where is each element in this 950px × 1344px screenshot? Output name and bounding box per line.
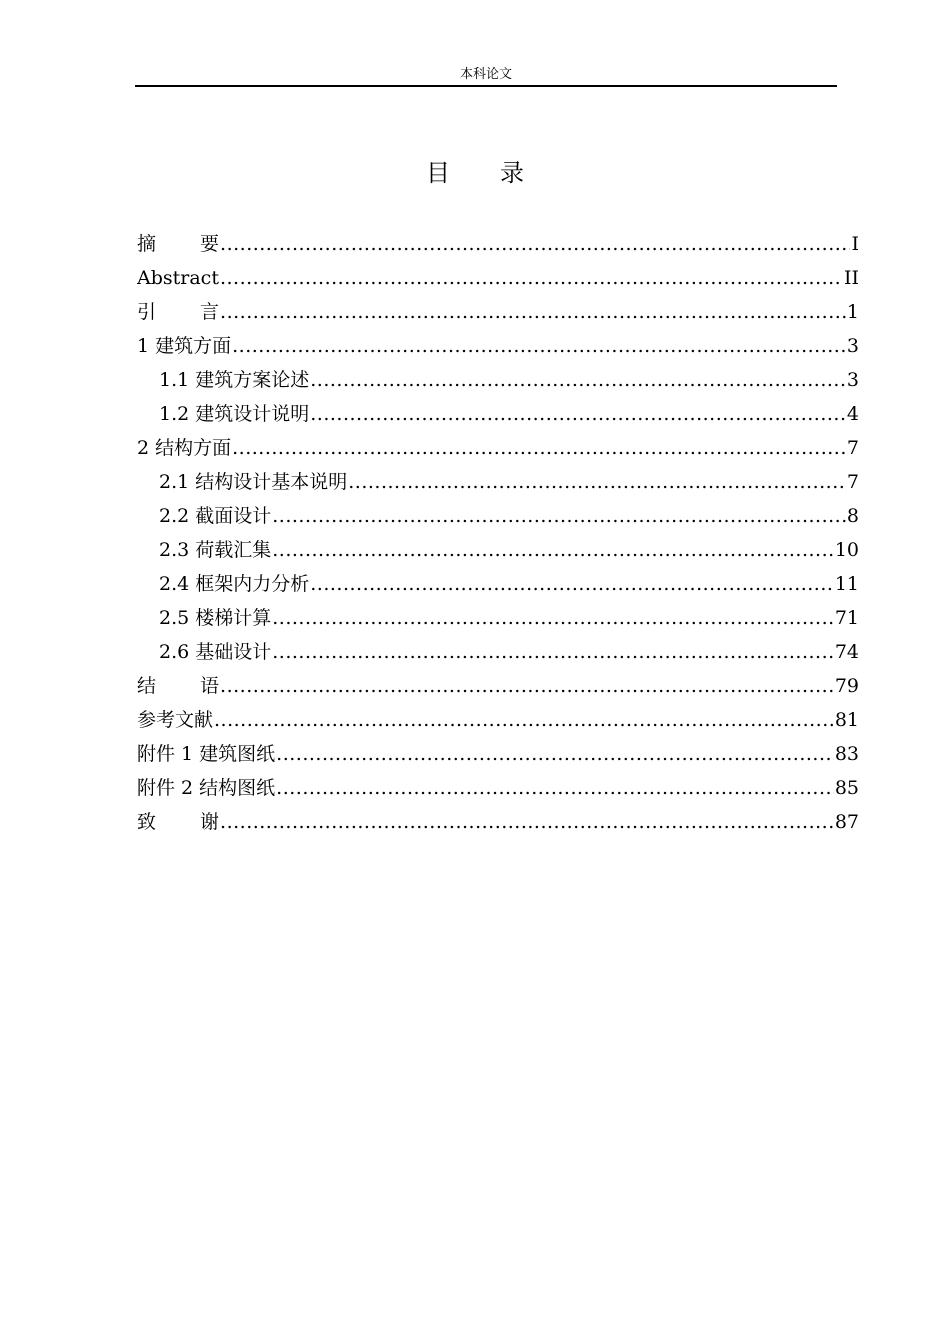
toc-entry-label: 2.5 楼梯计算 [159,607,272,629]
toc-entry-label-char: 语 [200,675,220,697]
toc-entry-page-number: 81 [834,709,859,731]
toc-entry[interactable] [137,227,859,261]
toc-entry-page-number: 87 [834,811,859,833]
toc-entry[interactable] [137,635,859,669]
toc-entry-page-number: 4 [846,403,859,425]
toc-entry-label [137,227,219,261]
toc-entry[interactable] [137,805,859,839]
toc-entry-label: 1 建筑方面 [137,335,232,357]
toc-entry-page-number: 3 [846,335,859,357]
toc-entry-label-char: 引 [137,301,157,323]
toc-entry[interactable] [137,601,859,635]
toc-dot-leader [220,669,834,703]
toc-entry-label: 附件 1 建筑图纸 [137,743,276,765]
toc-dot-leader [272,601,834,635]
toc-entry-label-char: 要 [200,233,220,255]
toc-dot-leader [272,499,846,533]
toc-entry[interactable] [137,261,859,295]
toc-entry-label [137,669,219,703]
toc-entry[interactable] [137,397,859,431]
toc-entry[interactable] [137,329,859,363]
toc-entry-page-number: I [851,233,859,255]
toc-entry-label: 参考文献 [137,709,214,731]
toc-entry-label: 2.3 荷载汇集 [159,539,272,561]
toc-entry-page-number: 79 [834,675,859,697]
toc-entry-label-char: 谢 [200,811,220,833]
toc-title [0,156,950,190]
toc-entry-page-number: 11 [834,573,859,595]
toc-entry-label [137,295,219,329]
toc-entry[interactable] [137,567,859,601]
toc-dot-leader [220,227,850,261]
toc-entry-page-number: 85 [834,777,859,799]
toc-dot-leader [214,703,834,737]
toc-dot-leader [232,329,846,363]
toc-entry-label: 2.2 截面设计 [159,505,272,527]
toc-dot-leader [272,635,834,669]
toc-entry-label: 附件 2 结构图纸 [137,777,276,799]
toc-entry-page-number: 1 [846,301,859,323]
toc-entry-label: 2.1 结构设计基本说明 [159,471,348,493]
toc-entry-label-char: 致 [137,811,157,833]
toc-dot-leader [232,431,846,465]
table-of-contents [137,227,859,839]
header-rule [135,85,837,87]
toc-entry[interactable] [137,295,859,329]
toc-entry[interactable] [137,669,859,703]
toc-dot-leader [276,737,834,771]
toc-entry-page-number: 83 [834,743,859,765]
toc-dot-leader [276,771,834,805]
toc-dot-leader [220,261,843,295]
toc-entry-label-char: 言 [200,301,220,323]
toc-entry[interactable] [137,431,859,465]
toc-entry[interactable] [137,703,859,737]
running-header: 本科论文 [459,67,512,82]
toc-entry[interactable] [137,465,859,499]
toc-entry-label: 2.6 基础设计 [159,641,272,663]
toc-entry-page-number: 71 [834,607,859,629]
toc-entry-page-number: 10 [834,539,859,561]
toc-dot-leader [272,533,834,567]
toc-entry-label: Abstract [137,267,219,289]
toc-entry[interactable] [137,499,859,533]
toc-title-char-1: 目 [426,159,450,187]
toc-entry-label: 2 结构方面 [137,437,232,459]
toc-entry-page-number: 74 [834,641,859,663]
toc-entry-page-number: II [843,267,859,289]
toc-entry-label: 2.4 框架内力分析 [159,573,310,595]
toc-entry-page-number: 3 [846,369,859,391]
toc-dot-leader [348,465,846,499]
toc-entry-page-number: 8 [846,505,859,527]
toc-dot-leader [220,805,834,839]
toc-entry[interactable] [137,737,859,771]
toc-entry-label [137,805,219,839]
toc-dot-leader [310,363,846,397]
toc-dot-leader [310,567,834,601]
toc-dot-leader [310,397,846,431]
toc-entry-label-char: 结 [137,675,157,697]
toc-entry[interactable] [137,771,859,805]
toc-title-char-2: 录 [500,159,524,187]
toc-entry[interactable] [137,363,859,397]
toc-entry-page-number: 7 [846,471,859,493]
toc-dot-leader [220,295,846,329]
toc-entry-page-number: 7 [846,437,859,459]
toc-entry-label: 1.2 建筑设计说明 [159,403,310,425]
toc-entry-label-char: 摘 [137,233,157,255]
toc-entry-label: 1.1 建筑方案论述 [159,369,310,391]
toc-entry[interactable] [137,533,859,567]
